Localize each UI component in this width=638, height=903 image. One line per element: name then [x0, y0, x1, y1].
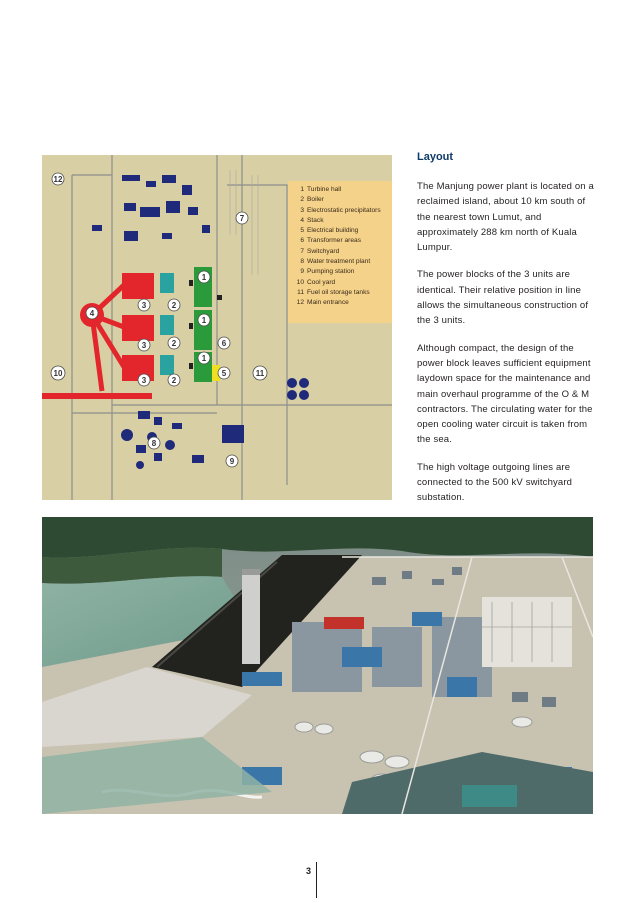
aerial-photo	[42, 517, 593, 814]
paragraph: The Manjung power plant is located on a reclaimed island, about 10 km south of the nearest town Lumut, and approximately 288 km north of Kuala Lumpur.	[417, 181, 594, 254]
legend-item: 4 Stack	[300, 216, 324, 224]
svg-text:1: 1	[201, 316, 207, 325]
svg-text:9: 9	[229, 457, 235, 466]
svg-text:2: 2	[171, 376, 177, 385]
svg-text:3: 3	[141, 341, 147, 350]
marker-10	[51, 366, 65, 380]
legend-item: 5 Electrical building	[300, 227, 359, 235]
svg-text:1: 1	[201, 354, 207, 363]
legend-item: 12 Main entrance	[296, 299, 349, 307]
marker-1c	[198, 352, 210, 364]
marker-5	[218, 367, 230, 379]
svg-text:8: 8	[151, 439, 157, 448]
marker-3b	[138, 339, 150, 351]
page-number: 3	[306, 866, 312, 876]
svg-text:6: 6	[221, 339, 227, 348]
svg-text:1: 1	[201, 273, 207, 282]
marker-12	[52, 173, 64, 185]
svg-text:10: 10	[53, 369, 63, 378]
svg-text:4: 4	[89, 309, 95, 318]
plan-legend	[288, 181, 392, 323]
marker-9	[226, 455, 238, 467]
legend-item: 1 Turbine hall	[300, 186, 342, 193]
aerial-photo-drawing	[42, 517, 593, 814]
legend-item: 6 Transformer areas	[300, 237, 361, 245]
marker-11	[253, 366, 267, 380]
legend-item: 10 Cool yard	[296, 278, 336, 286]
svg-text:3: 3	[141, 376, 147, 385]
marker-4	[86, 307, 98, 319]
legend-item: 9 Pumping station	[300, 268, 355, 276]
svg-text:5: 5	[221, 369, 227, 378]
legend-item: 7 Switchyard	[300, 247, 340, 255]
marker-3c	[138, 374, 150, 386]
svg-text:2: 2	[171, 301, 177, 310]
legend-item: 8 Water treatment plant	[300, 258, 371, 266]
paragraph: Although compact, the design of the power block leaves sufficient equipment laydown space for the maintenance and main overhaul programme of the O & M contractors. The circulating water for the open cooling water circuit is taken from the sea.	[417, 342, 593, 446]
marker-2c	[168, 374, 180, 386]
svg-text:2: 2	[171, 339, 177, 348]
marker-1a	[198, 271, 210, 283]
svg-text:12: 12	[53, 175, 63, 184]
legend-item: 2 Boiler	[300, 196, 324, 204]
marker-1b	[198, 314, 210, 326]
marker-6	[218, 337, 230, 349]
marker-2b	[168, 337, 180, 349]
page-number-rule	[316, 862, 317, 898]
svg-text:11: 11	[255, 369, 265, 378]
marker-8	[148, 437, 160, 449]
marker-7	[236, 212, 248, 224]
paragraph: The power blocks of the 3 units are identical. Their relative position in line allows the simultaneous construction of the 3 units.	[417, 269, 589, 327]
svg-text:3: 3	[141, 301, 147, 310]
legend-item: 3 Electrostatic precipitators	[300, 206, 381, 214]
legend-item: 11 Fuel oil storage tanks	[297, 288, 370, 296]
layout-section	[417, 151, 597, 518]
svg-text:7: 7	[239, 214, 245, 223]
paragraph: The high voltage outgoing lines are connected to the 500 kV switchyard substation.	[417, 461, 573, 504]
marker-2a	[168, 299, 180, 311]
marker-3a	[138, 299, 150, 311]
section-heading: Layout	[417, 151, 454, 163]
